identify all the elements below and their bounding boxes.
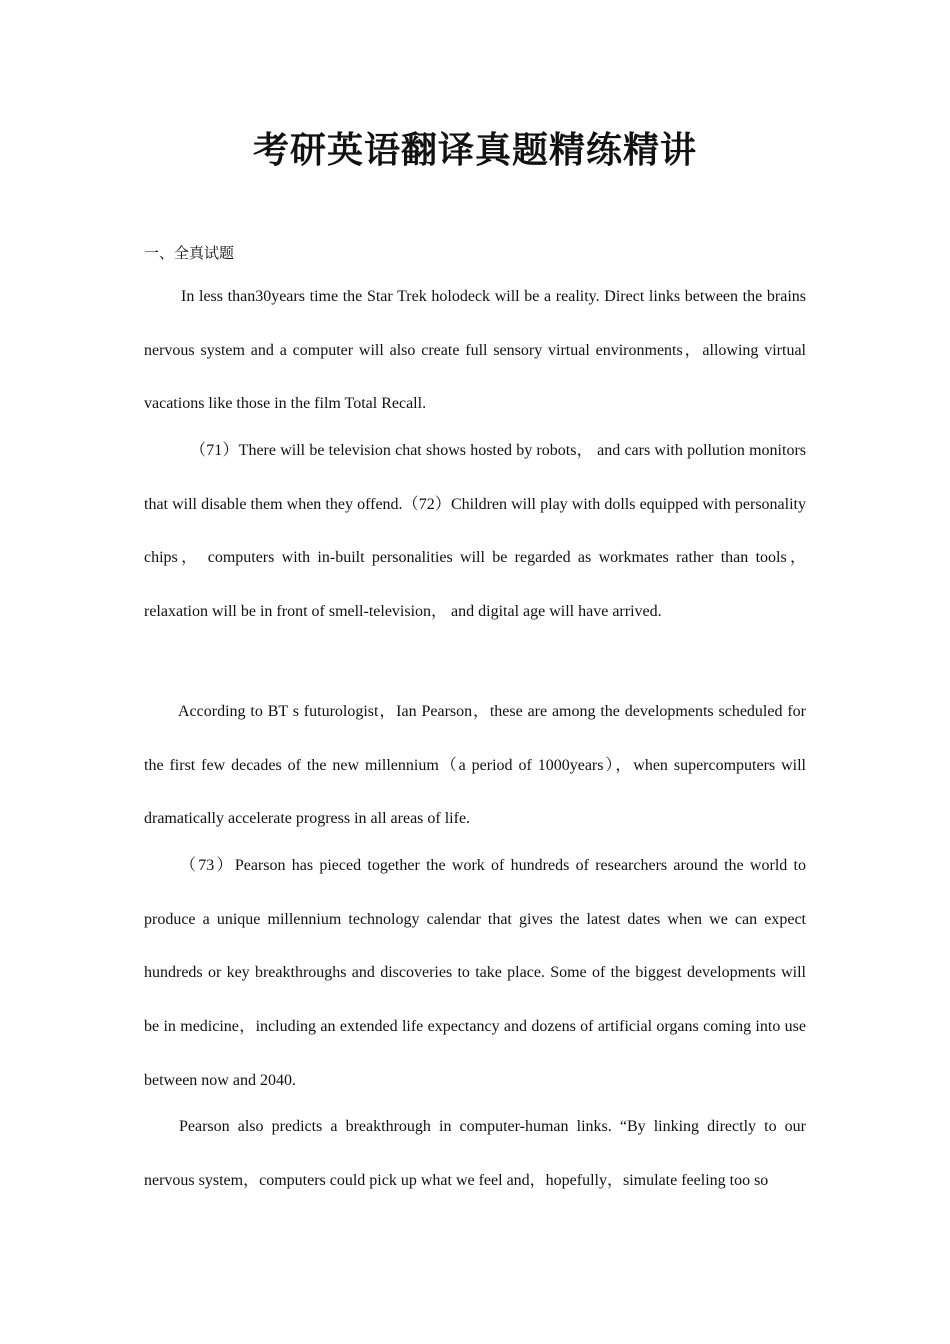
- paragraph-computer-human: Pearson also predicts a breakthrough in computer-human links. “By linking directly to our nervous system，computers could pick up what we feel and，hopefully，simulate feeling too so: [144, 1118, 806, 1189]
- paragraph-71-72: （71）There will be television chat shows hosted by robots， and cars with pollution monitors that will disable them when they offend.（72）Children will play with dolls equipped with personality chips， computers with in-built personalities will be regarded as workmates rather than tools， relaxation will be in front of smell-television， and digital age will have arrived.: [144, 442, 806, 621]
- section-heading: 一、全真试题: [144, 244, 235, 262]
- paragraph-intro: In less than30years time the Star Trek holodeck will be a reality. Direct links between the brains nervous system and a computer will also create full sensory virtual environments，allowing virtual vacations like those in the film Total Recall.: [144, 288, 806, 413]
- paragraph-73: （73）Pearson has pieced together the work of hundreds of researchers around the world to produce a unique millennium technology calendar that gives the latest dates when we can expect hundreds or key breakthroughs and discoveries to take place. Some of the biggest developments will be in medicine，including an extended life expectancy and dozens of artificial organs coming into use between now and 2040.: [144, 857, 806, 1089]
- paragraph-pearson: According to BT s futurologist，Ian Pearson，these are among the developments scheduled for the first few decades of the new millennium（a period of 1000years），when supercomputers will dramatically accelerate progress in all areas of life.: [144, 703, 806, 828]
- page-title: 考研英语翻译真题精练精讲: [252, 130, 697, 171]
